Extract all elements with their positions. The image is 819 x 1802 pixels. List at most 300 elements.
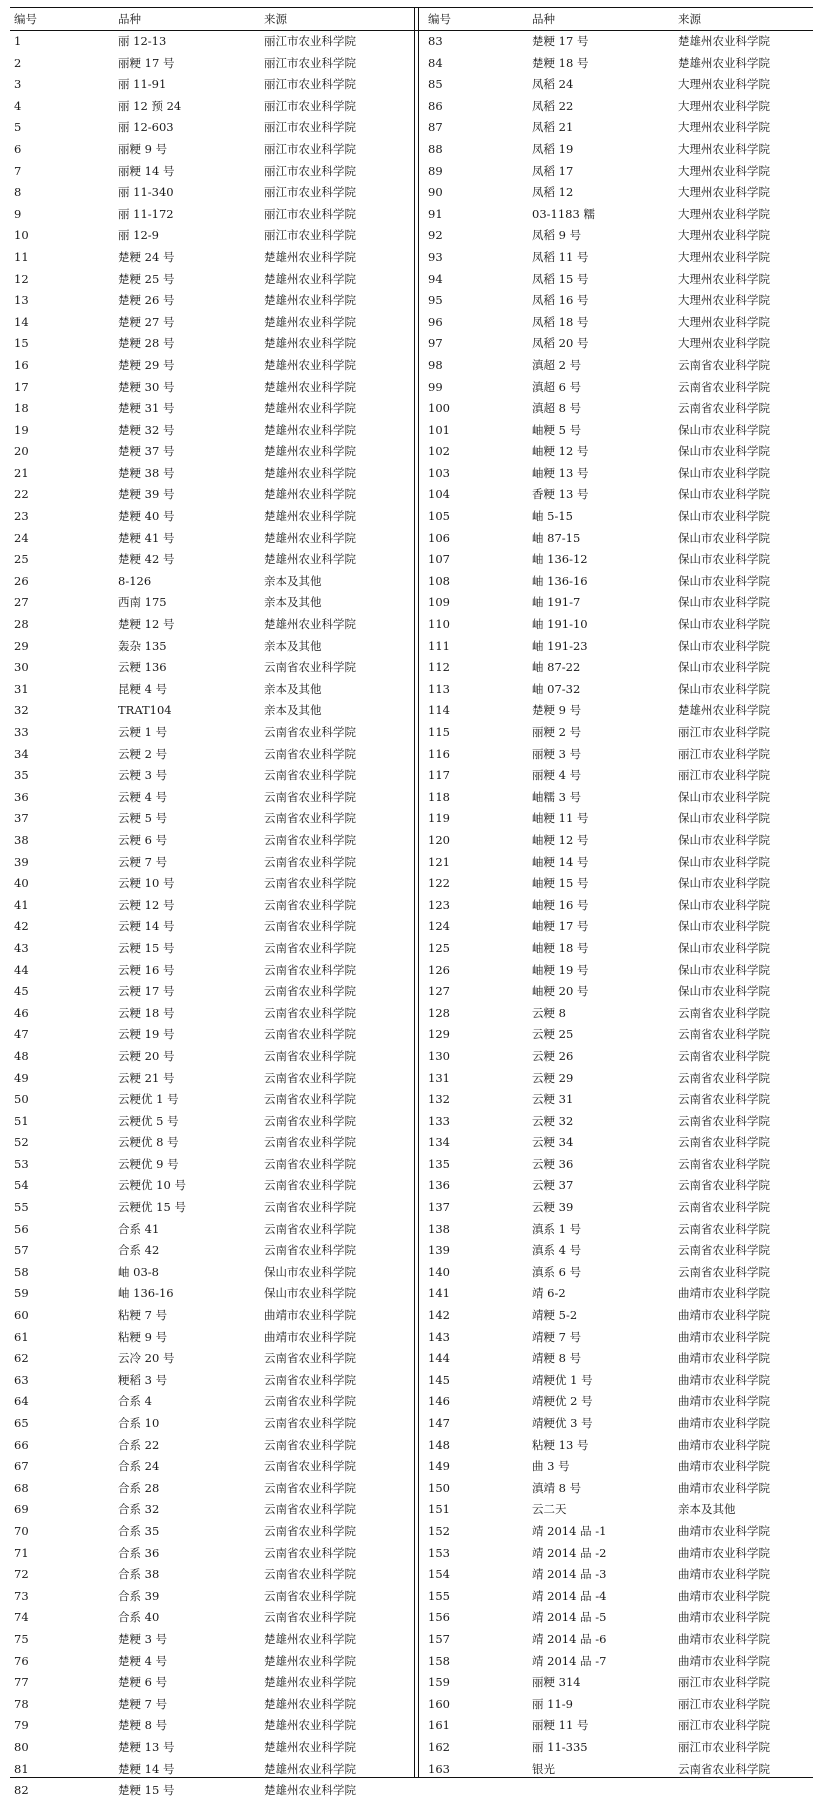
row-number: 159 [428,1675,450,1690]
row-number: 126 [428,962,450,977]
row-number: 154 [428,1567,450,1582]
row-source: 云南省农业科学院 [264,1523,356,1538]
row-source: 保山市农业科学院 [264,1286,356,1301]
row-variety: 岫粳 12 号 [532,832,589,847]
row-variety: 粘粳 9 号 [118,1329,168,1344]
row-variety: 楚粳 17 号 [532,34,589,48]
row-variety: 银光 [532,1761,555,1776]
table-row [10,830,405,852]
row-number: 163 [428,1761,450,1776]
row-number: 3 [14,77,22,92]
row-variety: 楚粳 9 号 [532,703,582,718]
row-number: 104 [428,487,450,502]
row-variety: 云粳优 1 号 [118,1092,179,1107]
row-source: 云南省农业科学院 [678,1070,770,1085]
row-number: 40 [14,876,29,891]
row-source: 云南省农业科学院 [264,746,356,761]
row-source: 保山市农业科学院 [678,854,770,869]
row-source: 楚雄州农业科学院 [264,422,356,437]
row-number: 146 [428,1394,450,1409]
left-rows [10,31,405,1802]
row-source: 丽江市农业科学院 [678,1675,770,1690]
table-row [424,1348,819,1370]
table-row [424,355,819,377]
row-number: 16 [14,357,29,372]
row-number: 37 [14,811,29,826]
table-row [10,700,405,722]
row-number: 41 [14,897,29,912]
row-variety: 楚粳 7 号 [118,1696,168,1711]
table-row [10,1348,405,1370]
row-source: 保山市农业科学院 [678,660,770,675]
header-variety: 品种 [532,12,555,26]
table-row [424,1046,819,1068]
row-number: 39 [14,854,29,869]
table-row [424,1327,819,1349]
table-row [424,960,819,982]
row-variety: 合系 4 [118,1394,152,1409]
row-number: 110 [428,617,450,632]
row-variety: 岫 191-23 [532,638,588,653]
row-source: 云南省农业科学院 [264,854,356,869]
row-source: 丽江市农业科学院 [264,163,356,178]
row-variety: 昆粳 4 号 [118,681,168,696]
row-variety: 靖 2014 品 -2 [532,1545,607,1560]
row-source: 云南省农业科学院 [264,1502,356,1517]
row-variety: 合系 22 [118,1437,160,1452]
row-variety: 岫粳 19 号 [532,962,589,977]
row-source: 云南省农业科学院 [264,1005,356,1020]
table-row [424,463,819,485]
row-number: 51 [14,1113,29,1128]
table-row [424,1478,819,1500]
row-source: 曲靖市农业科学院 [678,1567,770,1582]
row-number: 22 [14,487,29,502]
table-row [10,1175,405,1197]
row-number: 34 [14,746,29,761]
row-source: 楚雄州农业科学院 [264,271,356,286]
row-number: 122 [428,876,450,891]
row-number: 123 [428,897,450,912]
row-number: 162 [428,1739,450,1754]
row-variety: 凤稻 12 [532,185,574,200]
row-variety: 凤稻 18 号 [532,314,589,329]
row-variety: 云粳 25 [532,1027,574,1042]
row-source: 云南省农业科学院 [678,1092,770,1107]
row-variety: 滇超 6 号 [532,379,582,394]
row-source: 云南省农业科学院 [264,1416,356,1430]
row-number: 142 [428,1308,450,1323]
table-row [10,1737,405,1759]
row-variety: 岫粳 16 号 [532,897,589,912]
row-number: 83 [428,34,443,48]
row-number: 113 [428,681,450,696]
row-source: 楚雄州农业科学院 [264,1718,356,1733]
row-number: 29 [14,638,29,653]
row-number: 28 [14,617,29,632]
row-variety: 云粳 18 号 [118,1005,175,1020]
row-number: 88 [428,141,443,156]
table-row [424,31,819,53]
row-source: 保山市农业科学院 [678,444,770,459]
row-source: 保山市农业科学院 [678,573,770,588]
table-row [424,679,819,701]
row-variety: 岫粳 13 号 [532,465,589,480]
row-number: 157 [428,1631,450,1646]
row-number: 4 [14,98,22,113]
row-source: 楚雄州农业科学院 [264,1631,356,1646]
row-source: 曲靖市农业科学院 [678,1653,770,1668]
row-variety: 靖 6-2 [532,1286,566,1301]
row-variety: 楚粳 28 号 [118,336,175,351]
row-source: 大理州农业科学院 [678,228,770,243]
row-source: 大理州农业科学院 [678,163,770,178]
row-number: 132 [428,1092,450,1107]
table-row [424,1737,819,1759]
row-number: 145 [428,1372,450,1387]
row-variety: 03-1183 糯 [532,206,595,221]
table-row [424,700,819,722]
row-source: 云南省农业科学院 [678,1264,770,1279]
row-variety: 丽 11-9 [532,1696,573,1711]
row-source: 丽江市农业科学院 [264,185,356,200]
row-variety: 云粳 10 号 [118,876,175,891]
table-row [424,1283,819,1305]
row-source: 楚雄州农业科学院 [264,1675,356,1690]
row-source: 云南省农业科学院 [678,1156,770,1171]
row-number: 107 [428,552,450,567]
table-row [424,225,819,247]
row-number: 130 [428,1048,450,1063]
table-row [424,182,819,204]
row-variety: 云粳 14 号 [118,919,175,934]
row-source: 云南省农业科学院 [264,1135,356,1150]
row-variety: 靖粳 5-2 [532,1308,578,1323]
row-variety: 岫 87-22 [532,660,581,675]
table-row [10,1154,405,1176]
row-source: 楚雄州农业科学院 [264,401,356,416]
row-source: 云南省农业科学院 [264,1480,356,1495]
row-variety: 凤稻 24 [532,77,574,92]
table-row [10,441,405,463]
row-number: 101 [428,422,450,437]
table-row [424,592,819,614]
row-variety: 云粳 4 号 [118,789,168,804]
column-divider [414,7,415,1777]
row-source: 曲靖市农业科学院 [678,1437,770,1452]
row-number: 136 [428,1178,450,1193]
row-source: 楚雄州农业科学院 [264,617,356,632]
table-row [424,1499,819,1521]
table-row [424,1651,819,1673]
row-source: 云南省农业科学院 [264,919,356,934]
row-variety: 楚粳 25 号 [118,271,175,286]
row-source: 云南省农业科学院 [264,832,356,847]
table-row [424,938,819,960]
table-row [424,1586,819,1608]
row-variety: 西南 175 [118,595,167,610]
row-variety: 靖粳 8 号 [532,1351,582,1366]
row-number: 112 [428,660,450,675]
row-number: 90 [428,185,443,200]
row-variety: 靖粳优 1 号 [532,1372,593,1387]
row-number: 27 [14,595,29,610]
table-row [10,53,405,75]
row-variety: 楚粳 30 号 [118,379,175,394]
row-source: 云南省农业科学院 [678,1135,770,1150]
table-row [10,528,405,550]
table-row [10,182,405,204]
row-number: 117 [428,768,450,783]
row-variety: 楚粳 41 号 [118,530,175,545]
row-number: 15 [14,336,29,351]
table-row [10,916,405,938]
row-number: 94 [428,271,443,286]
row-source: 云南省农业科学院 [264,1459,356,1474]
row-source: 楚雄州农业科学院 [264,552,356,567]
header-number: 编号 [428,12,451,26]
row-number: 48 [14,1048,29,1063]
table-row [424,916,819,938]
row-number: 98 [428,357,443,372]
table-row [424,1715,819,1737]
row-number: 31 [14,681,29,696]
row-source: 楚雄州农业科学院 [264,509,356,524]
row-source: 亲本及其他 [264,638,322,653]
row-variety: 云粳 136 [118,660,167,675]
table-row [10,117,405,139]
row-source: 丽江市农业科学院 [678,725,770,739]
row-variety: 楚粳 13 号 [118,1739,175,1754]
table-row [10,1499,405,1521]
row-source: 保山市农业科学院 [678,487,770,502]
row-number: 23 [14,509,29,524]
row-variety: 香粳 13 号 [532,487,589,502]
column-divider [418,7,419,1777]
row-source: 保山市农业科学院 [678,940,770,955]
row-source: 楚雄州农业科学院 [264,487,356,502]
table-row [424,161,819,183]
row-source: 曲靖市农业科学院 [678,1308,770,1323]
table-row [424,1068,819,1090]
row-number: 72 [14,1567,29,1582]
row-number: 127 [428,984,450,999]
row-source: 楚雄州农业科学院 [264,1783,356,1798]
row-number: 99 [428,379,443,394]
row-number: 105 [428,509,450,524]
table-row [10,808,405,830]
row-number: 156 [428,1610,450,1625]
row-source: 保山市农业科学院 [678,552,770,567]
table-row [424,506,819,528]
row-source: 楚雄州农业科学院 [264,1653,356,1668]
row-variety: 云粳 32 [532,1113,574,1128]
row-variety: 岫 87-15 [532,530,581,545]
table-row [424,1435,819,1457]
row-variety: 岫 136-16 [118,1286,174,1301]
table-row [10,1370,405,1392]
row-number: 13 [14,293,29,308]
row-source: 云南省农业科学院 [678,379,770,394]
row-number: 118 [428,789,450,804]
row-variety: 云粳 34 [532,1135,574,1150]
table-row [424,1111,819,1133]
header-source: 来源 [264,12,287,26]
row-variety: 岫 07-32 [532,681,581,696]
row-source: 大理州农业科学院 [678,77,770,92]
row-source: 楚雄州农业科学院 [264,379,356,394]
row-source: 云南省农业科学院 [264,1178,356,1193]
row-number: 114 [428,703,450,718]
row-number: 161 [428,1718,450,1733]
row-source: 大理州农业科学院 [678,271,770,286]
table-row [10,1672,405,1694]
table-row [424,420,819,442]
table-row [424,1564,819,1586]
row-variety: 丽 12-9 [118,228,159,243]
table-row [10,938,405,960]
row-variety: 楚粳 24 号 [118,249,175,264]
row-source: 云南省农业科学院 [678,401,770,416]
table-row [10,1564,405,1586]
table-row [10,139,405,161]
table-row [10,225,405,247]
row-source: 楚雄州农业科学院 [264,530,356,545]
row-source: 云南省农业科学院 [264,1567,356,1582]
row-variety: 云粳 15 号 [118,940,175,955]
row-source: 保山市农业科学院 [678,897,770,912]
table-row [10,1715,405,1737]
row-source: 丽江市农业科学院 [264,206,356,221]
row-number: 102 [428,444,450,459]
row-source: 大理州农业科学院 [678,141,770,156]
table-row [10,1327,405,1349]
row-number: 129 [428,1027,450,1042]
table-row [424,1089,819,1111]
row-variety: 丽粳 4 号 [532,768,582,783]
row-variety: 岫 191-7 [532,595,581,610]
table-row [10,1219,405,1241]
row-variety: 云粳 36 [532,1156,574,1171]
table-row [10,765,405,787]
row-number: 6 [14,141,22,156]
table-row [424,247,819,269]
row-source: 楚雄州农业科学院 [678,55,770,70]
row-number: 45 [14,984,29,999]
row-number: 80 [14,1739,29,1754]
row-source: 亲本及其他 [264,681,322,696]
table-row [424,53,819,75]
row-number: 144 [428,1351,450,1366]
row-variety: 8-126 [118,573,152,588]
row-source: 曲靖市农业科学院 [678,1351,770,1366]
row-source: 保山市农业科学院 [678,465,770,480]
table-row [10,1521,405,1543]
row-variety: 滇系 1 号 [532,1221,582,1236]
table-row [10,592,405,614]
table-row [424,441,819,463]
row-number: 32 [14,703,29,718]
row-number: 133 [428,1113,450,1128]
row-variety: 凤稻 9 号 [532,228,582,243]
row-number: 149 [428,1459,450,1474]
row-source: 云南省农业科学院 [264,1070,356,1085]
row-variety: 岫粳 18 号 [532,940,589,955]
table-row [10,31,405,53]
row-source: 曲靖市农业科学院 [678,1480,770,1495]
row-source: 云南省农业科学院 [678,357,770,372]
row-variety: 凤稻 17 [532,163,574,178]
table-row [424,1543,819,1565]
row-variety: 云二天 [532,1502,567,1517]
table-row [424,1132,819,1154]
row-source: 云南省农业科学院 [264,660,356,675]
row-number: 59 [14,1286,29,1301]
row-number: 106 [428,530,450,545]
table-row [10,161,405,183]
row-variety: 丽粳 9 号 [118,141,168,156]
row-variety: 楚粳 39 号 [118,487,175,502]
table-row [424,873,819,895]
row-source: 云南省农业科学院 [678,1200,770,1215]
row-number: 8 [14,185,22,200]
row-number: 36 [14,789,29,804]
row-number: 47 [14,1027,29,1042]
row-number: 100 [428,401,450,416]
header-number: 编号 [14,12,37,26]
table-row [424,830,819,852]
row-source: 云南省农业科学院 [264,1351,356,1366]
table-row [10,679,405,701]
row-source: 曲靖市农业科学院 [678,1610,770,1625]
row-variety: 合系 24 [118,1459,160,1474]
row-number: 116 [428,746,450,761]
table-row [10,571,405,593]
row-source: 保山市农业科学院 [678,962,770,977]
row-source: 楚雄州农业科学院 [264,249,356,264]
row-source: 保山市农业科学院 [678,984,770,999]
row-number: 84 [428,55,443,70]
row-variety: 云冷 20 号 [118,1351,175,1366]
row-variety: 岫粳 20 号 [532,984,589,999]
row-number: 63 [14,1372,29,1387]
table-row [424,1413,819,1435]
table-row [10,96,405,118]
table-row [424,787,819,809]
row-source: 保山市农业科学院 [678,681,770,696]
row-source: 云南省农业科学院 [678,1243,770,1258]
row-number: 96 [428,314,443,329]
table-row [10,506,405,528]
table-row [10,722,405,744]
row-variety: 楚粳 38 号 [118,465,175,480]
row-variety: 凤稻 20 号 [532,336,589,351]
row-variety: 楚粳 29 号 [118,357,175,372]
row-source: 大理州农业科学院 [678,336,770,351]
row-number: 74 [14,1610,29,1625]
row-source: 丽江市农业科学院 [678,746,770,761]
row-variety: 云粳 37 [532,1178,574,1193]
row-source: 云南省农业科学院 [264,1221,356,1236]
row-variety: 滇系 4 号 [532,1243,582,1258]
table-row [10,1240,405,1262]
table-row [424,808,819,830]
row-variety: 粘粳 13 号 [532,1437,589,1452]
row-number: 35 [14,768,29,783]
row-source: 大理州农业科学院 [678,314,770,329]
table-row [10,1759,405,1781]
row-variety: 粳稻 3 号 [118,1372,168,1387]
